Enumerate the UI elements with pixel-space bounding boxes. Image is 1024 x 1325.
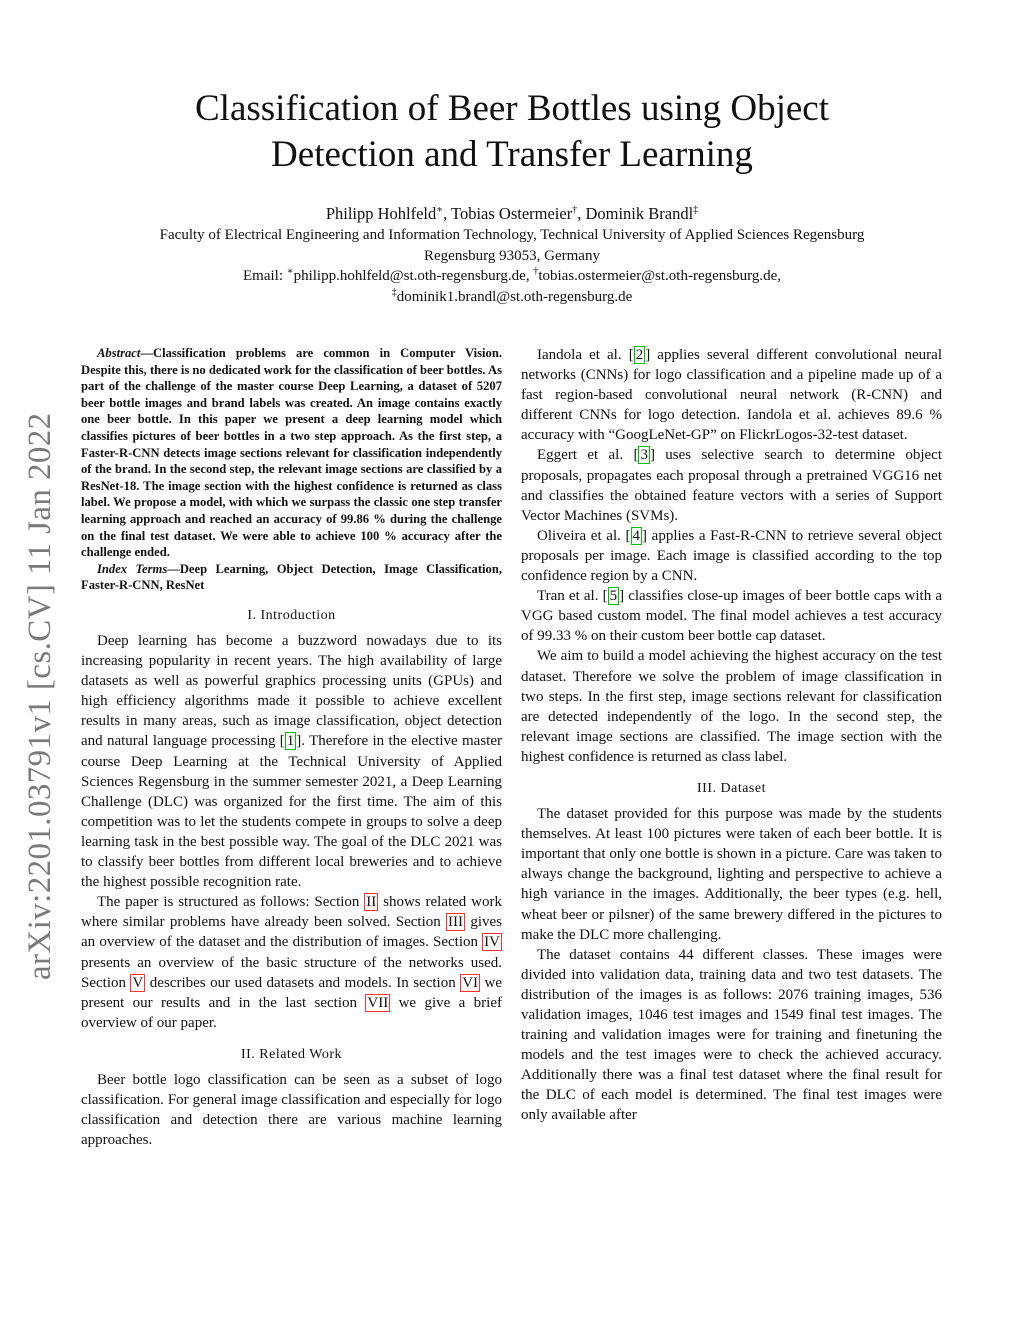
abstract-label: Abstract [97,346,141,360]
paragraph: The paper is structured as follows: Section II shows related work where similar problems have already been solved. Section III gives an overview of the dataset and the distribution of images. Section IV presents an overview of the basic structure of the networks used. Section V describes our used datasets and models. In section VI we present our results and in the last section VII we give a brief overview of our paper. [81,894,502,1031]
section-link[interactable]: VII [367,994,389,1011]
citation-link[interactable]: 2 [635,347,644,363]
section-link[interactable]: V [132,974,144,991]
author-mark: ∗ [436,204,444,216]
citation-link[interactable]: 3 [640,447,648,464]
abstract-text: —Classification problems are common in Computer Vision. Despite this, there is no dedicated work for the classification of beer bottles. As part of the challenge of the master course Deep Learning, a dataset of 5207 beer bottle images and brand labels was created. An image contains exactly one beer bottle. In this paper we present a deep learning model which classifies pictures of beer bottles in a two step approach. As the first step, a Faster-R-CNN detects image sections relevant for classification independently of the brand. In the second step, the relevant image sections are classified by a ResNet-18. The image section with the highest confidence is returned as class label. We propose a model, with which we surpass the classic one step transfer learning approach and reached an accuracy of 99.86 % during the challenge on the final test dataset. We were able to achieve 100 % accuracy after the challenge ended. [81,346,502,560]
title-line-1: Classification of Beer Bottles using Object [194,88,830,129]
paragraph: The dataset provided for this purpose was made by the students themselves. At least 100 pictures were taken of each beer bottle. It is important that only one bottle is shown in a picture. Care was taken to always change the background, lighting and perspective to achieve a high variance in the images. Additionally, the beer types (e.g. hell, wheat beer or pilsner) of the same brewery differed in the pictures to make the DLC more challenging. [521,806,942,943]
section-link[interactable]: II [366,894,377,911]
affiliation [0,225,1024,307]
paragraph: Tran et al. [ 5 ] classifies close-up images of beer bottle caps with a VGG based custom model. The final model achieves a test accuracy of 99.33 % on their custom beer bottle cap dataset. [521,588,942,645]
arxiv-watermark: arXiv:2201.03791v1 [cs.CV] 11 Jan 2022 [22,412,58,980]
paragraph: Beer bottle logo classification can be seen as a subset of logo classification. For general image classification and especially for logo classification and detection there are various machine learning approaches. [81,1071,502,1149]
author-name: Dominik Brandl [585,204,694,223]
paragraph: We aim to build a model achieving the highest accuracy on the test dataset. Therefore we solve the problem of image classification in two steps. In the first step, image sections relevant for classification are detected independently of the logo. In the second step, the relevant image sections are classified. The image section with the highest confidence is returned as class label. [521,648,942,765]
author-name: Philipp Hohlfeld [325,204,437,223]
author-name: Tobias Ostermeier [451,204,573,223]
citation-link[interactable]: 5 [609,588,618,605]
section-link[interactable]: IV [484,934,500,951]
email-address: tobias.ostermeier@st.oth-regensburg.de, [538,268,781,284]
paper-title [0,86,1024,178]
index-terms [81,561,502,594]
section-heading-introduction: I. Introduction [247,607,336,623]
author-mark: † [572,204,578,216]
email-line: ‡dominik1.brandl@st.oth-regensburg.de [391,286,633,305]
right-column [521,345,942,1126]
affiliation-line: Faculty of Electrical Engineering and Information Technology, Technical University of Applied Sciences Regensburg [159,227,865,243]
index-terms-label: Index Terms [97,561,168,576]
paragraph: Oliveira et al. [ 4 ] applies a Fast-R-CNN to retrieve several object proposals per image. Each image is classified according to the top confidence region by a CNN. [521,527,943,585]
section-link[interactable]: III [448,914,464,931]
left-column [81,345,502,1150]
section-link[interactable]: VI [462,974,479,991]
author-mark: ‡ [693,204,699,216]
paragraph: Eggert et al. [ 3 ] uses selective search to determine object proposals, propagates each proposal through a pretrained VGG16 net and classifies the obtained feature vectors with a series of Support Vector Machines (SVMs). [521,447,942,524]
index-terms-text: —Deep Learning, Object Detection, Image Classification, Faster-R-CNN, ResNet [81,561,502,593]
citation-link[interactable]: 1 [286,733,295,750]
citation-link[interactable]: 4 [632,527,641,544]
paragraph: The dataset contains 44 different classes. These images were divided into validation data, training data and two test datasets. The distribution of the images is as follows: 2076 training images, 536 validation images, 1046 test images and 1549 final test images. The training and validation images were for training and finetuning the models and the test images were to check the achieved accuracy. Additionally there was a final test dataset where the final result for the DLC of each model is determined. The final test images were only available after [521,946,942,1124]
title-line-2: Detection and Transfer Learning [271,134,753,175]
section-heading-related-work: II. Related Work [240,1046,343,1062]
author-list: Philipp Hohlfeld∗, Tobias Ostermeier†, Dominik Brandl‡ [325,204,699,223]
paragraph: Iandola et al. [ 2 ] applies several different convolutional neural networks (CNNs) for logo classification and a pipeline made up of a fast region-based convolutional neural network (R-CNN) and different CNNs for logo detection. Iandola et al. achieves 89.6 % accuracy with “GoogLeNet-GP” on FlickrLogos-32-test dataset. [521,347,942,444]
abstract [81,345,502,561]
email-line: Email: ∗philipp.hohlfeld@st.oth-regensburg.de, †tobias.ostermeier@st.oth-regensburg.de, [243,266,781,284]
email-address: philipp.hohlfeld@st.oth-regensburg.de, [293,268,534,284]
affiliation-city: Regensburg 93053, Germany [424,247,600,264]
email-address: dominik1.brandl@st.oth-regensburg.de [396,288,633,305]
paragraph: Deep learning has become a buzzword nowadays due to its increasing popularity in recent years. The high availability of large datasets as well as powerful graphics processing units (GPUs) and high efficiency algorithms made it possible to achieve excellent results in many areas, such as image classification, object detection and natural language processing [ 1 ]. Therefore in the elective master course Deep Learning at the Technical University of Applied Sciences Regensburg in the summer semester 2021, a Deep Learning Challenge (DLC) was organized for the first time. The aim of this competition was to let the students compete in groups to solve a deep learning task in the best possible way. The goal of the DLC 2021 was to classify beer bottles from different local breweries and to achieve the highest possible recognition rate. [81,633,502,891]
section-heading-dataset: III. Dataset [697,780,766,796]
